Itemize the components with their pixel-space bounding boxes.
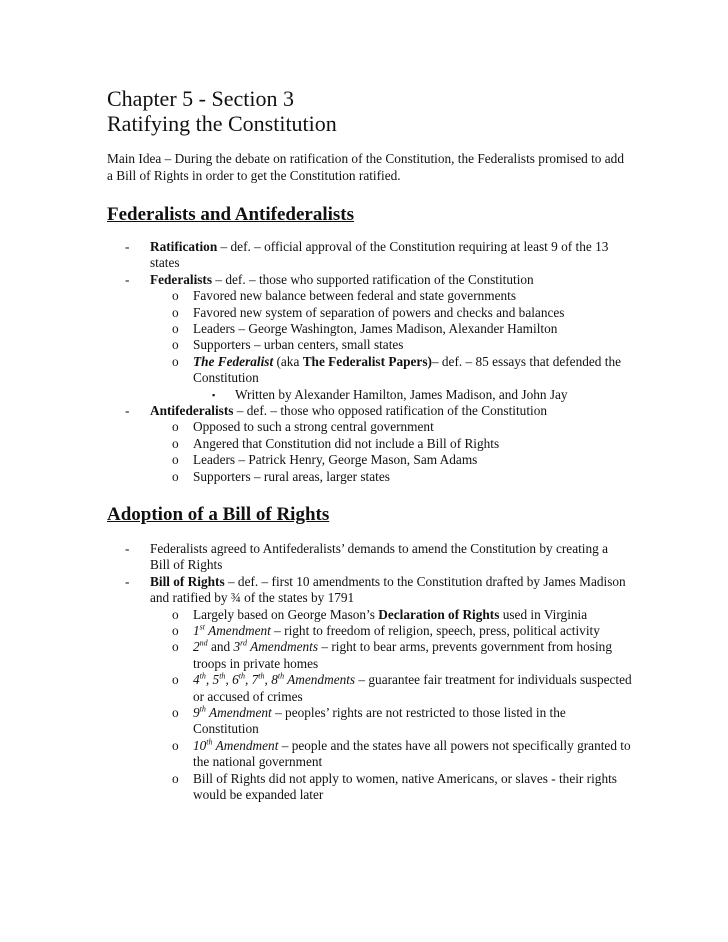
- ordinal-suffix: st: [199, 622, 205, 632]
- dash-marker: -: [125, 271, 130, 287]
- aka-text: (aka: [273, 353, 303, 369]
- sub-sub-item: [0, 387, 728, 403]
- dash-marker: -: [125, 541, 130, 556]
- bill-of-rights-list: [0, 541, 728, 804]
- ordinal-suffix: nd: [199, 639, 208, 649]
- circle-marker: o: [172, 304, 179, 320]
- circle-marker: o: [172, 419, 179, 435]
- dash-marker: -: [125, 239, 130, 254]
- sub-item-mason: [0, 607, 728, 623]
- dash-marker: -: [125, 573, 130, 589]
- circle-marker: o: [172, 321, 179, 337]
- sub-item: [0, 337, 728, 353]
- amendment-text: – peoples’ rights are not restricted to those listed in the Constitution: [193, 705, 566, 737]
- sub-item-text: Favored new balance between federal and state governments: [193, 288, 517, 304]
- section-title: Ratifying the Constitution: [107, 111, 337, 136]
- sub-item-text: Favored new system of separation of powers and checks and balances: [193, 304, 565, 320]
- list-item-agreement: [0, 541, 728, 574]
- definition-federalists: – def. – those who supported ratification of the Constitution: [212, 271, 534, 287]
- separator: ,: [225, 672, 233, 688]
- sub-sub-item-text: Written by Alexander Hamilton, James Madison, and John Jay: [235, 386, 568, 402]
- amendment-number: 5: [212, 672, 220, 688]
- circle-marker: o: [172, 770, 179, 786]
- ordinal-suffix: th: [258, 671, 265, 681]
- term-bill-of-rights: Bill of Rights: [150, 573, 225, 589]
- separator: ,: [244, 672, 252, 688]
- declaration-of-rights: Declaration of Rights: [378, 606, 500, 622]
- circle-marker: o: [172, 468, 179, 484]
- amendment-text: – right to bear arms, prevents government from hosing troops in private homes: [193, 639, 612, 671]
- mason-text: Largely based on George Mason’s: [193, 606, 379, 622]
- amendment-number: 1: [193, 623, 200, 639]
- conjunction: and: [207, 639, 234, 655]
- circle-marker: o: [172, 737, 179, 753]
- amendment-label: Amendment: [212, 737, 279, 753]
- circle-marker: o: [172, 288, 179, 304]
- sub-item-amendments-2-3: [0, 639, 728, 672]
- ordinal-suffix: th: [199, 671, 206, 681]
- sub-item: [0, 321, 728, 337]
- ordinal-suffix: th: [199, 704, 206, 714]
- sub-item: [0, 452, 728, 468]
- section-heading-bill-of-rights: Adoption of a Bill of Rights: [107, 504, 330, 525]
- section-heading-federalists: Federalists and Antifederalists: [107, 204, 354, 225]
- sub-item: [0, 305, 728, 321]
- sub-item-text: Bill of Rights did not apply to women, native Americans, or slaves - their rights would be expanded later: [193, 770, 617, 803]
- chapter-heading: Chapter 5 - Section 3: [107, 86, 294, 111]
- sub-item-text: Leaders – Patrick Henry, George Mason, Sam Adams: [193, 452, 478, 468]
- sub-item-amendment-1: [0, 623, 728, 639]
- definition-ratification: – def. – official approval of the Constitution requiring at least 9 of the 13 states: [150, 239, 609, 271]
- ordinal-suffix: th: [277, 671, 285, 681]
- term-federalists: Federalists: [150, 271, 213, 287]
- agreement-text: Federalists agreed to Antifederalists’ demands to amend the Constitution by creating a Bill of Rights: [150, 541, 609, 573]
- circle-marker: o: [172, 353, 179, 369]
- sub-item-text: Supporters – rural areas, larger states: [193, 468, 390, 484]
- amendment-label: Amendment: [205, 623, 271, 639]
- amendment-number: 4: [193, 672, 200, 688]
- ordinal-suffix: th: [219, 671, 226, 681]
- amendment-text: – right to freedom of religion, speech, press, political activity: [270, 623, 600, 639]
- sub-item-text: Supporters – urban centers, small states: [193, 337, 404, 353]
- federalists-list: [0, 239, 728, 485]
- sub-item-text: Opposed to such a strong central government: [193, 419, 434, 435]
- list-item-federalists: [0, 272, 728, 288]
- dash-marker: -: [125, 403, 130, 419]
- ordinal-suffix: rd: [240, 639, 247, 649]
- federalist-definition: – def. – 85 essays that defended the Constitution: [193, 353, 621, 386]
- sub-item-text: Angered that Constitution did not include a Bill of Rights: [193, 435, 500, 451]
- definition-bill-of-rights: – def. – first 10 amendments to the Constitution drafted by James Madison and ratified by ¾ of the states by 1791: [150, 573, 626, 606]
- list-item-ratification: [0, 239, 728, 272]
- amendment-number: 6: [232, 672, 239, 688]
- sub-item-amendment-10: [0, 738, 728, 771]
- amendment-number: 7: [251, 672, 259, 688]
- list-item-antifederalists: [0, 403, 728, 419]
- sub-item-amendment-9: [0, 705, 728, 738]
- separator: ,: [205, 672, 213, 688]
- main-idea: Main Idea – During the debate on ratification of the Constitution, the Federalists promised to add a Bill of Rights in order to get the Constitution ratified.: [107, 151, 624, 183]
- mason-text-end: used in Virginia: [499, 606, 588, 622]
- amendment-number: 2: [193, 639, 200, 655]
- list-item-bill-of-rights: [0, 574, 728, 607]
- circle-marker: o: [172, 672, 179, 688]
- amendment-number: 3: [233, 639, 241, 655]
- circle-marker: o: [172, 623, 179, 639]
- circle-marker: o: [172, 337, 179, 353]
- amendment-label: Amendments: [247, 639, 319, 655]
- amendment-label: Amendment: [205, 705, 272, 721]
- federalist-title: The Federalist: [193, 353, 274, 369]
- sub-item-federalist-papers: [0, 354, 728, 387]
- sub-item: [0, 288, 728, 304]
- amendment-text: – people and the states have all powers not specifically granted to the national government: [193, 737, 631, 770]
- ordinal-suffix: th: [206, 737, 213, 747]
- amendment-label: Amendments: [284, 672, 356, 688]
- amendment-number: 9: [193, 705, 200, 721]
- sub-item: [0, 469, 728, 485]
- circle-marker: o: [172, 452, 179, 468]
- federalist-papers-title: The Federalist Papers): [302, 353, 432, 369]
- circle-marker: o: [172, 639, 179, 655]
- page-title: [107, 86, 337, 136]
- circle-marker: o: [172, 606, 179, 622]
- ordinal-suffix: th: [238, 671, 245, 681]
- amendment-number: 8: [271, 672, 278, 688]
- sub-item: [0, 436, 728, 452]
- term-antifederalists: Antifederalists: [150, 403, 234, 419]
- separator: ,: [264, 672, 272, 688]
- square-marker: ▪: [212, 389, 216, 400]
- amendment-text: – guarantee fair treatment for individuals suspected or accused of crimes: [193, 672, 632, 704]
- sub-item-note: [0, 771, 728, 804]
- circle-marker: o: [172, 435, 179, 451]
- amendment-number: 10: [193, 737, 207, 753]
- sub-item-text: Leaders – George Washington, James Madison, Alexander Hamilton: [193, 321, 558, 337]
- circle-marker: o: [172, 705, 179, 721]
- sub-item-amendments-4-8: [0, 672, 728, 705]
- term-ratification: Ratification: [150, 239, 218, 254]
- definition-antifederalists: – def. – those who opposed ratification of the Constitution: [233, 403, 548, 419]
- sub-item: [0, 419, 728, 435]
